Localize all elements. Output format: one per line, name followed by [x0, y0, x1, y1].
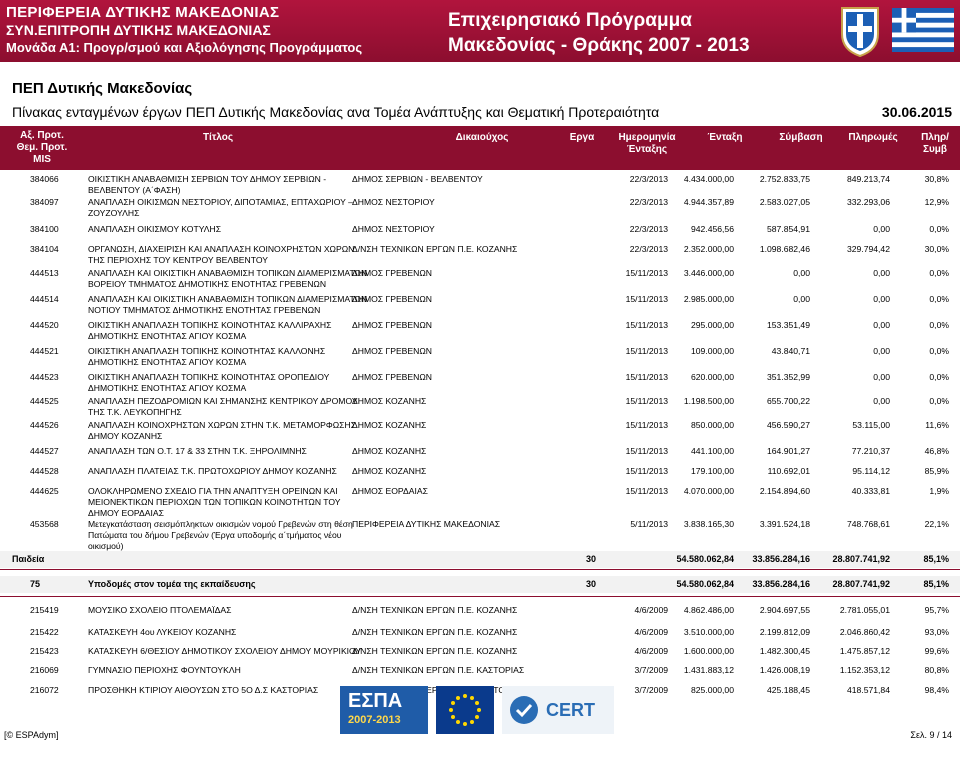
row-payments: 77.210,37	[851, 446, 890, 456]
greek-flag-icon	[892, 8, 954, 52]
banner-program-subtitle: Μακεδονίας - Θράκης 2007 - 2013	[448, 35, 750, 56]
row-date: 15/11/2013	[625, 268, 668, 278]
row-entaxi: 1.600.000,00	[683, 646, 734, 656]
row-payments: 0,00	[873, 224, 890, 234]
category-pct: 85,1%	[923, 579, 949, 589]
subtotal-label: Παιδεία	[12, 554, 45, 564]
row-payments: 849.213,74	[846, 174, 890, 184]
row-symvasi: 1.426.008,19	[759, 665, 810, 675]
row-title: ΑΝΑΠΛΑΣΗ ΠΕΖΟΔΡΟΜΙΩΝ ΚΑΙ ΣΗΜΑΝΣΗΣ ΚΕΝΤΡΙΚΟΥ ΔΡΟΜΟΥ ΤΗΣ Τ.Κ. ΛΕΥΚΟΠΗΓΗΣ	[88, 396, 358, 417]
row-beneficiary: ΔΗΜΟΣ ΝΕΣΤΟΡΙΟΥ	[352, 197, 435, 207]
banner-unit: Μονάδα Α1: Προγρ/σμού και Αξιολόγησης Προγράμματος	[6, 40, 363, 55]
cert-seal-icon	[508, 694, 540, 726]
row-beneficiary: Δ/ΝΣΗ ΤΕΧΝΙΚΩΝ ΕΡΓΩΝ Π.Ε. ΚΟΖΑΝΗΣ	[352, 244, 518, 254]
row-payments: 1.475.857,12	[839, 646, 890, 656]
row-beneficiary: ΔΗΜΟΣ ΓΡΕΒΕΝΩΝ	[352, 372, 432, 382]
row-pct: 0,0%	[929, 396, 949, 406]
row-entaxi: 3.446.000,00	[683, 268, 734, 278]
row-mis: 444523	[30, 372, 59, 382]
category-label: Υποδομές στον τομέα της εκπαίδευσης	[88, 579, 256, 589]
row-date: 22/3/2013	[629, 224, 668, 234]
row-mis: 216072	[30, 685, 59, 695]
row-beneficiary: ΔΗΜΟΣ ΚΟΖΑΝΗΣ	[352, 466, 427, 476]
page-title: ΠΕΠ Δυτικής Μακεδονίας	[12, 80, 193, 97]
row-symvasi: 425.188,45	[766, 685, 810, 695]
row-title: ΜΟΥΣΙΚΟ ΣΧΟΛΕΙΟ ΠΤΟΛΕΜΑΪΔΑΣ	[88, 605, 232, 615]
row-title: ΟΛΟΚΛΗΡΩΜΕΝΟ ΣΧΕΔΙΟ ΓΙΑ ΤΗΝ ΑΝΑΠΤΥΞΗ ΟΡΕΙΝΩΝ ΚΑΙ ΜΕΙΟΝΕΚΤΙΚΩΝ ΠΕΡΙΟΧΩΝ ΤΩΝ ΤΟΠΙΚΩΝ ΚΟΙΝΟΤΗΤΩΝ ΤΟΥ ΔΗΜΟΥ ΕΟΡΔΑΙΑΣ	[88, 486, 341, 518]
category-payments: 28.807.741,92	[832, 579, 890, 589]
row-mis: 384097	[30, 197, 59, 207]
col-header-beneficiary: Δικαιούχος	[455, 132, 509, 143]
banner-committee: ΣΥΝ.ΕΠΙΤΡΟΠΗ ΔΥΤΙΚΗΣ ΜΑΚΕΔΟΝΙΑΣ	[6, 22, 271, 38]
row-title: ΚΑΤΑΣΚΕΥΗ 6/ΘΕΣΙΟΥ ΔΗΜΟΤΙΚΟΥ ΣΧΟΛΕΙΟΥ ΔΗΜΟΥ ΜΟΥΡΙΚΙΟΥ	[88, 646, 362, 656]
row-beneficiary: ΔΗΜΟΣ ΕΟΡΔΑΙΑΣ	[352, 486, 428, 496]
col-header-entaxi: Ένταξη	[707, 132, 743, 143]
cert-logo	[502, 686, 614, 734]
row-pct: 0,0%	[929, 294, 949, 304]
row-beneficiary: Δ/ΝΣΗ ΤΕΧΝΙΚΩΝ ΕΡΓΩΝ Π.Ε. ΚΑΣΤΟΡΙΑΣ	[352, 665, 525, 675]
subtotal-symvasi: 33.856.284,16	[752, 554, 810, 564]
row-entaxi: 4.434.000,00	[683, 174, 734, 184]
row-pct: 46,8%	[924, 446, 949, 456]
row-date: 22/3/2013	[629, 244, 668, 254]
row-mis: 444527	[30, 446, 59, 456]
row-beneficiary: ΔΗΜΟΣ ΣΕΡΒΙΩΝ - ΒΕΛΒΕΝΤΟΥ	[352, 174, 483, 184]
row-payments: 748.768,61	[846, 519, 890, 529]
row-payments: 1.152.353,12	[839, 665, 890, 675]
row-mis: 444526	[30, 420, 59, 430]
subtotal-row-theme	[0, 551, 960, 568]
col-header-mis: Αξ. Προτ. Θεμ. Προτ. MIS	[16, 130, 68, 165]
row-pct: 95,7%	[924, 605, 949, 615]
row-title: ΑΝΑΠΛΑΣΗ ΠΛΑΤΕΙΑΣ Τ.Κ. ΠΡΩΤΟΧΩΡΙΟΥ ΔΗΜΟΥ ΚΟΖΑΝΗΣ	[88, 466, 337, 476]
row-beneficiary: ΠΕΡΙΦΕΡΕΙΑ ΔΥΤΙΚΗΣ ΜΑΚΕΔΟΝΙΑΣ	[352, 519, 501, 529]
row-title: ΟΙΚΙΣΤΙΚΗ ΑΝΑΒΑΘΜΙΣΗ ΣΕΡΒΙΩΝ ΤΟΥ ΔΗΜΟΥ ΣΕΡΒΙΩΝ - ΒΕΛΒΕΝΤΟΥ (Α΄ΦΑΣΗ)	[88, 174, 327, 195]
row-date: 15/11/2013	[625, 466, 668, 476]
row-payments: 2.046.860,42	[839, 627, 890, 637]
row-entaxi: 620.000,00	[690, 372, 734, 382]
footer-copyright: [© ESPAdym]	[4, 730, 59, 740]
eu-flag-icon	[436, 686, 494, 734]
row-mis: 216069	[30, 665, 59, 675]
row-date: 4/6/2009	[634, 646, 668, 656]
col-header-payments: Πληρωμές	[848, 132, 898, 143]
row-entaxi: 850.000,00	[690, 420, 734, 430]
row-title: ΟΡΓΑΝΩΣΗ, ΔΙΑΧΕΙΡΙΣΗ ΚΑΙ ΑΝΑΠΛΑΣΗ ΚΟΙΝΟΧΡΗΣΤΩΝ ΧΩΡΩΝ ΤΗΣ ΠΕΡΙΟΧΗΣ ΤΟΥ ΚΕΝΤΡΟΥ ΒΕΛΒΕΝΤΟΥ	[88, 244, 355, 265]
row-entaxi: 942.456,56	[690, 224, 734, 234]
row-symvasi: 43.840,71	[771, 346, 810, 356]
row-entaxi: 4.944.357,89	[683, 197, 734, 207]
row-beneficiary: ΔΗΜΟΣ ΚΟΖΑΝΗΣ	[352, 420, 427, 430]
row-symvasi: 2.904.697,55	[759, 605, 810, 615]
row-pct: 12,9%	[924, 197, 949, 207]
header-banner	[0, 0, 960, 62]
row-symvasi: 0,00	[793, 294, 810, 304]
row-mis: 384104	[30, 244, 59, 254]
col-header-date: Ημερομηνία Ένταξης	[618, 132, 676, 155]
row-mis: 444514	[30, 294, 59, 304]
row-date: 3/7/2009	[634, 685, 668, 695]
row-pct: 30,8%	[924, 174, 949, 184]
row-pct: 0,0%	[929, 346, 949, 356]
row-beneficiary: Δ/ΝΣΗ ΤΕΧΝΙΚΩΝ ΕΡΓΩΝ Π.Ε. ΚΟΖΑΝΗΣ	[352, 605, 518, 615]
cert-logo-text: CERT	[546, 700, 595, 720]
row-date: 15/11/2013	[625, 346, 668, 356]
col-header-symvasi: Σύμβαση	[779, 132, 823, 143]
row-pct: 0,0%	[929, 372, 949, 382]
espa-logo-years: 2007-2013	[348, 714, 401, 726]
row-mis: 215423	[30, 646, 59, 656]
row-entaxi: 825.000,00	[690, 685, 734, 695]
row-pct: 11,6%	[925, 420, 949, 430]
row-date: 15/11/2013	[625, 294, 668, 304]
row-symvasi: 587.854,91	[766, 224, 810, 234]
row-beneficiary: ΔΗΜΟΣ ΚΟΖΑΝΗΣ	[352, 446, 427, 456]
row-symvasi: 0,00	[793, 268, 810, 278]
row-pct: 98,4%	[924, 685, 949, 695]
row-entaxi: 2.985.000,00	[683, 294, 734, 304]
page-subtitle: Πίνακας ενταγμένων έργων ΠΕΠ Δυτικής Μακεδονίας ανα Τομέα Ανάπτυξης και Θεματική Προτεραιότητα	[12, 104, 660, 120]
divider	[0, 596, 960, 597]
category-symvasi: 33.856.284,16	[752, 579, 810, 589]
row-entaxi: 3.510.000,00	[683, 627, 734, 637]
col-header-title: Τίτλος	[202, 132, 234, 143]
col-header-erga: Εργα	[569, 132, 595, 143]
row-entaxi: 1.198.500,00	[683, 396, 734, 406]
row-symvasi: 164.901,27	[766, 446, 810, 456]
row-pct: 80,8%	[924, 665, 949, 675]
row-payments: 332.293,06	[846, 197, 890, 207]
row-payments: 0,00	[873, 320, 890, 330]
row-payments: 329.794,42	[846, 244, 890, 254]
row-beneficiary: ΔΗΜΟΣ ΝΕΣΤΟΡΙΟΥ	[352, 224, 435, 234]
row-symvasi: 110.692,01	[767, 466, 810, 476]
row-title: ΓΥΜΝΑΣΙΟ ΠΕΡΙΟΧΗΣ ΦΟΥΝΤΟΥΚΛΗ	[88, 665, 241, 675]
row-beneficiary: ΔΗΜΟΣ ΓΡΕΒΕΝΩΝ	[352, 320, 432, 330]
row-date: 4/6/2009	[634, 605, 668, 615]
row-beneficiary: ΚΑΣΤΟΡΙΑΣ	[476, 685, 525, 695]
subtotal-row-category	[0, 576, 960, 593]
subtotal-payments: 28.807.741,92	[832, 554, 890, 564]
row-entaxi: 4.862.486,00	[683, 605, 734, 615]
row-date: 15/11/2013	[625, 486, 668, 496]
row-entaxi: 295.000,00	[690, 320, 734, 330]
row-mis: 444625	[30, 486, 59, 496]
row-symvasi: 2.154.894,60	[759, 486, 810, 496]
row-symvasi: 153.351,49	[766, 320, 810, 330]
row-symvasi: 655.700,22	[766, 396, 810, 406]
row-pct: 30,0%	[924, 244, 949, 254]
row-pct: 99,6%	[924, 646, 949, 656]
row-entaxi: 109.000,00	[690, 346, 734, 356]
row-mis: 215422	[30, 627, 59, 637]
row-mis: 444513	[30, 268, 59, 278]
category-erga: 30	[586, 579, 597, 589]
banner-region-title: ΠΕΡΙΦΕΡΕΙΑ ΔΥΤΙΚΗΣ ΜΑΚΕΔΟΝΙΑΣ	[6, 4, 280, 21]
row-entaxi: 3.838.165,30	[683, 519, 734, 529]
row-title: Μετεγκατάσταση σεισμόπληκτων οικισμών νομού Γρεβενών στη θέση Πατώματα του δήμου Γρεβενών (Έργα υποδομής α΄τμήματος νέου οικισμού)	[88, 519, 353, 551]
row-beneficiary: ΔΗΜΟΣ ΚΟΖΑΝΗΣ	[352, 396, 427, 406]
row-mis: 384066	[30, 174, 59, 184]
greek-crest-icon	[838, 4, 882, 58]
row-symvasi: 2.752.833,75	[759, 174, 810, 184]
row-beneficiary: ΔΗΜΟΣ ΓΡΕΒΕΝΩΝ	[352, 346, 432, 356]
row-date: 5/11/2013	[630, 519, 668, 529]
row-title: ΑΝΑΠΛΑΣΗ ΚΑΙ ΟΙΚΙΣΤΙΚΗ ΑΝΑΒΑΘΜΙΣΗ ΤΟΠΙΚΩΝ ΔΙΑΜΕΡΙΣΜΑΤΩΝ ΒΟΡΕΙΟΥ ΤΜΗΜΑΤΟΣ ΔΗΜΟΤΙΚΗΣ ΕΝΟΤΗΤΑΣ ΓΡΕΒΕΝΩΝ	[88, 268, 368, 289]
row-date: 3/7/2009	[634, 665, 668, 675]
row-mis: 384100	[30, 224, 59, 234]
row-date: 15/11/2013	[625, 446, 668, 456]
row-date: 4/6/2009	[634, 627, 668, 637]
subtotal-entaxi: 54.580.062,84	[676, 554, 734, 564]
banner-program-title: Επιχειρησιακό Πρόγραμμα	[448, 10, 692, 31]
row-mis: 444525	[30, 396, 59, 406]
row-pct: 0,0%	[929, 224, 949, 234]
row-date: 15/11/2013	[625, 420, 668, 430]
row-title: ΑΝΑΠΛΑΣΗ ΟΙΚΙΣΜΩΝ ΝΕΣΤΟΡΙΟΥ, ΔΙΠΟΤΑΜΙΑΣ, ΕΠΤΑΧΩΡΙΟΥ – ΖΟΥΖΟΥΛΗΣ	[88, 197, 353, 218]
row-mis: 444521	[30, 346, 59, 356]
subtotal-erga: 30	[586, 554, 597, 564]
row-symvasi: 351.352,99	[766, 372, 810, 382]
row-symvasi: 1.482.300,45	[759, 646, 810, 656]
espa-logo-text: ΕΣΠΑ	[348, 690, 403, 712]
row-payments: 0,00	[873, 294, 890, 304]
row-beneficiary: ΔΗΜΟΣ ΓΡΕΒΕΝΩΝ	[352, 268, 432, 278]
row-payments: 95.114,12	[852, 466, 890, 476]
row-payments: 2.781.055,01	[839, 605, 890, 615]
row-entaxi: 179.100,00	[690, 466, 734, 476]
row-mis: 215419	[30, 605, 59, 615]
row-payments: 0,00	[873, 372, 890, 382]
row-mis: 444528	[30, 466, 59, 476]
report-date: 30.06.2015	[881, 104, 952, 120]
row-payments: 0,00	[873, 396, 890, 406]
row-title: ΑΝΑΠΛΑΣΗ ΟΙΚΙΣΜΟΥ ΚΟΤΥΛΗΣ	[88, 224, 222, 234]
row-beneficiary: ΔΗΜΟΣ ΓΡΕΒΕΝΩΝ	[352, 294, 432, 304]
row-date: 15/11/2013	[625, 320, 668, 330]
row-pct: 0,0%	[929, 320, 949, 330]
col-header-pct: Πληρ/ Συμβ	[921, 132, 949, 155]
row-date: 22/3/2013	[629, 197, 668, 207]
row-entaxi: 1.431.883,12	[683, 665, 734, 675]
row-title: ΑΝΑΠΛΑΣΗ ΚΑΙ ΟΙΚΙΣΤΙΚΗ ΑΝΑΒΑΘΜΙΣΗ ΤΟΠΙΚΩΝ ΔΙΑΜΕΡΙΣΜΑΤΩΝ ΝΟΤΙΟΥ ΤΜΗΜΑΤΟΣ ΔΗΜΟΤΙΚΗΣ ΕΝΟΤΗΤΑΣ ΓΡΕΒΕΝΩΝ	[88, 294, 368, 315]
row-symvasi: 2.583.027,05	[759, 197, 810, 207]
divider	[0, 569, 960, 570]
row-title: ΠΡΟΣΘΗΚΗ ΚΤΙΡΙΟΥ ΑΙΘΟΥΣΩΝ ΣΤΟ 5Ο Δ.Σ ΚΑΣΤΟΡΙΑΣ	[88, 685, 319, 695]
row-mis: 444520	[30, 320, 59, 330]
row-pct: 0,0%	[929, 268, 949, 278]
row-title: ΚΑΤΑΣΚΕΥΗ 4ου ΛΥΚΕΙΟΥ ΚΟΖΑΝΗΣ	[88, 627, 237, 637]
row-symvasi: 1.098.682,46	[759, 244, 810, 254]
category-entaxi: 54.580.062,84	[676, 579, 734, 589]
row-entaxi: 2.352.000,00	[683, 244, 734, 254]
row-entaxi: 441.100,00	[690, 446, 734, 456]
footer-page-number: Σελ. 9 / 14	[910, 730, 952, 740]
row-beneficiary: Δ/ΝΣΗ ΤΕΧΝΙΚΩΝ ΕΡΓΩΝ Π.Ε. ΚΟΖΑΝΗΣ	[352, 646, 518, 656]
row-symvasi: 456.590,27	[766, 420, 810, 430]
row-title: ΟΙΚΙΣΤΙΚΗ ΑΝΑΠΛΑΣΗ ΤΟΠΙΚΗΣ ΚΟΙΝΟΤΗΤΑΣ ΚΑΛΛΙΡΑΧΗΣ ΔΗΜΟΤΙΚΗΣ ΕΝΟΤΗΤΑΣ ΑΓΙΟΥ ΚΟΣΜΑ	[88, 320, 332, 341]
funding-logos	[340, 686, 620, 734]
row-date: 22/3/2013	[629, 174, 668, 184]
row-title: ΑΝΑΠΛΑΣΗ ΤΩΝ Ο.Τ. 17 & 33 ΣΤΗΝ Τ.Κ. ΞΗΡΟΛΙΜΝΗΣ	[88, 446, 307, 456]
row-payments: 53.115,00	[852, 420, 890, 430]
category-code: 75	[30, 579, 41, 589]
subtotal-pct: 85,1%	[923, 554, 949, 564]
row-title: ΟΙΚΙΣΤΙΚΗ ΑΝΑΠΛΑΣΗ ΤΟΠΙΚΗΣ ΚΟΙΝΟΤΗΤΑΣ ΟΡΟΠΕΔΙΟΥ ΔΗΜΟΤΙΚΗΣ ΕΝΟΤΗΤΑΣ ΑΓΙΟΥ ΚΟΣΜΑ	[88, 372, 330, 393]
row-symvasi: 2.199.812,09	[759, 627, 810, 637]
row-pct: 1,9%	[929, 486, 949, 496]
row-mis: 453568	[30, 519, 59, 529]
row-symvasi: 3.391.524,18	[759, 519, 810, 529]
row-payments: 418.571,84	[846, 685, 890, 695]
row-payments: 0,00	[873, 346, 890, 356]
row-pct: 85,9%	[924, 466, 949, 476]
row-payments: 40.333,81	[851, 486, 890, 496]
table-header	[0, 126, 960, 170]
row-date: 15/11/2013	[625, 396, 668, 406]
row-title: ΟΙΚΙΣΤΙΚΗ ΑΝΑΠΛΑΣΗ ΤΟΠΙΚΗΣ ΚΟΙΝΟΤΗΤΑΣ ΚΑΛΛΟΝΗΣ ΔΗΜΟΤΙΚΗΣ ΕΝΟΤΗΤΑΣ ΑΓΙΟΥ ΚΟΣΜΑ	[88, 346, 326, 367]
row-date: 15/11/2013	[625, 372, 668, 382]
row-payments: 0,00	[873, 268, 890, 278]
row-beneficiary: Δ/ΝΣΗ ΤΕΧΝΙΚΩΝ ΕΡΓΩΝ Π.Ε. ΚΟΖΑΝΗΣ	[352, 627, 518, 637]
row-pct: 93,0%	[924, 627, 949, 637]
row-pct: 22,1%	[924, 519, 949, 529]
row-title: ΑΝΑΠΛΑΣΗ ΚΟΙΝΟΧΡΗΣΤΩΝ ΧΩΡΩΝ ΣΤΗΝ Τ.Κ. ΜΕΤΑΜΟΡΦΩΣΗΣ ΔΗΜΟΥ ΚΟΖΑΝΗΣ	[88, 420, 357, 441]
row-entaxi: 4.070.000,00	[683, 486, 734, 496]
espa-logo	[340, 686, 428, 734]
